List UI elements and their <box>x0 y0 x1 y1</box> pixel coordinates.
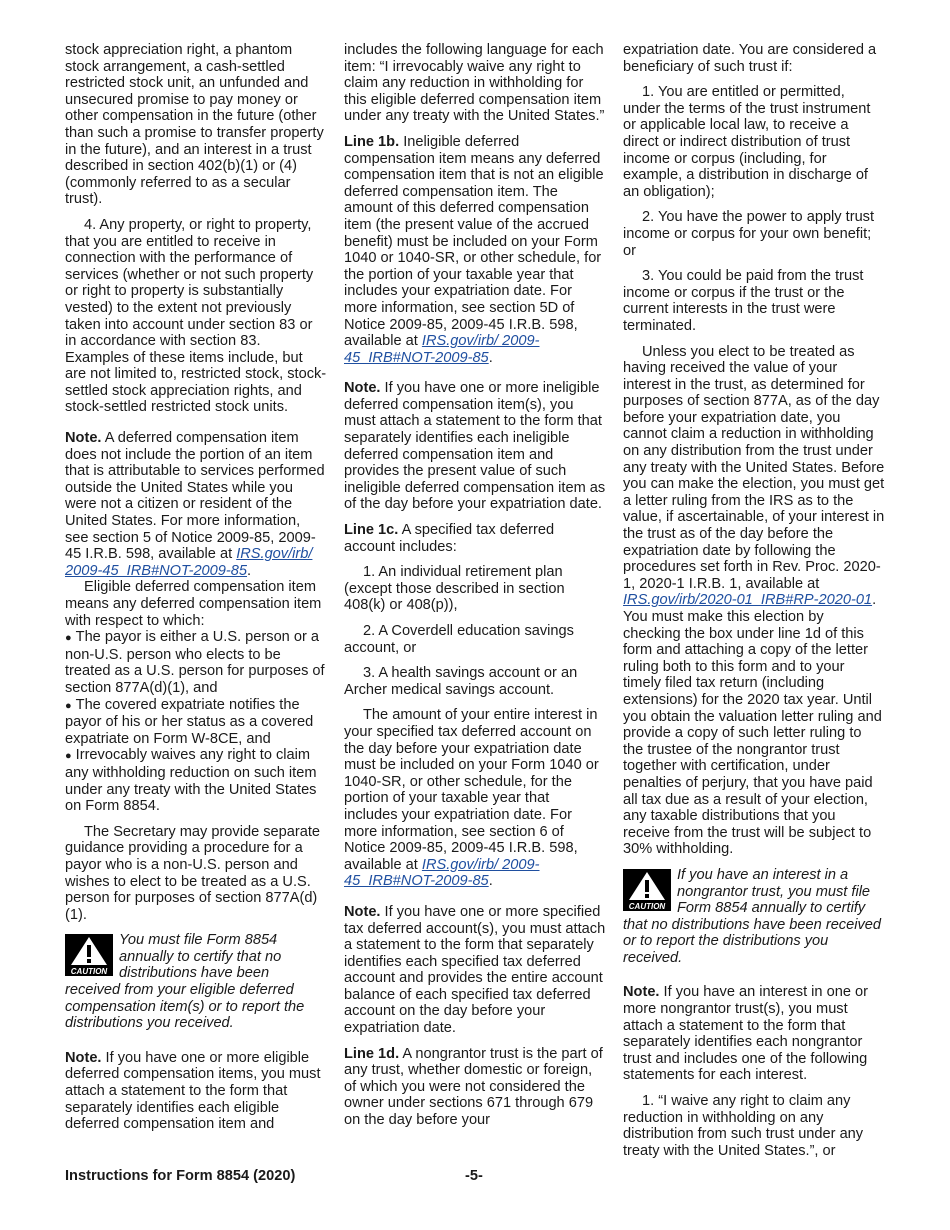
caution-label: CAUTION <box>628 901 666 911</box>
irs-link[interactable]: IRS.gov/irb/ 2009-45_IRB#NOT-2009-85 <box>344 333 540 366</box>
paragraph-entire-interest: The amount of your entire interest in your specified tax deferred account on the day before your expatriation date must be included on your Form 1040 or 1040-SR, or other schedule, for the portion of your taxable year that includes your expatriation date. For more information, see section 6 of Notice 2009-85, 2009-45 I.R.B. 598, available at IRS.gov/irb/ 2009-45_IRB#NOT-2009-85. <box>344 707 599 890</box>
note-label: Note. <box>65 430 102 447</box>
note-label: Note. <box>65 1049 102 1066</box>
list-item: 1. “I waive any right to claim any reduction in withholding on any distribution from such trust under any treaty with the United States.”, or <box>623 1093 864 1159</box>
line-1c-paragraph: Line 1c. A specified tax deferred account includes: <box>344 522 555 555</box>
note-label: Note. <box>344 380 381 397</box>
note-paragraph: Note. If you have one or more ineligible deferred compensation item(s), you must attach a statement to the form that separately identifies each ineligible deferred compensation item and provides the present value of such ineligible deferred compensation item as of the day before your expatriation date. <box>344 380 606 513</box>
line-1d-paragraph: Line 1d. A nongrantor trust is the part of any trust, whether domestic or foreign, of which you were not considered the owner under sections 671 through 679 on the day before your <box>344 1045 603 1129</box>
bullet-item: ● Irrevocably waives any right to claim any withholding reduction on such item under any treaty with the United States on Form 8854. <box>65 747 317 815</box>
note-text: A deferred compensation item does not include the portion of an item that is attributable to services performed outside the United States while you were not a citizen or resident of the United States. For more information, see section 5 of Notice 2009-85, 2009-45 I.R.B. 598, available at <box>65 430 325 563</box>
list-item: 3. A health savings account or an Archer medical savings account. <box>344 665 578 698</box>
note-label: Note. <box>344 903 381 920</box>
list-item: 2. A Coverdell education savings account, or <box>344 623 574 656</box>
bullet-icon: ● <box>65 699 72 712</box>
paragraph-item-4: 4. Any property, or right to property, that you are entitled to receive in connection with the performance of services (whether or not such property or right to property is substantially vested) to the extent not previously taken into account under section 83 or in accordance with section 83. Examples of these items include, but are not limited to, restricted stock, stock-settled stock appreciation rights, and stock-settled restricted stock units. <box>65 216 327 416</box>
list-item: 3. You could be paid from the trust income or corpus if the trust or the current interests in the trust were terminated. <box>623 268 864 334</box>
line-label: Line 1d. <box>344 1045 400 1062</box>
paragraph-election: Unless you elect to be treated as having received the value of your interest in the trust, as determined for purposes of section 877A, as of the day before your expatriation date, you cannot claim a reduction in withholding on any distribution from the trust under any treaty with the United States. Before you can make the election, you must get a letter ruling from the IRS as to the value, if ascertainable, of your interest in the trust as of the day before the expatriation date by following the procedures set forth in Rev. Proc. 2020-1, 2020-1 I.R.B. 1, available at IRS.gov/irb/2020-01_IRB#RP-2020-01. You must make this election by checking the box under line 1d of this form and attaching a copy of the letter ruling both to this form and to your timely filed tax return (including extensions) for the 2020 tax year. Until you obtain the valuation letter ruling and provide a copy of such letter ruling to the trustee of the nongrantor trust together with certification, under penalties of perjury, that you have paid all tax due as a result of your election, any taxable distributions that you receive from the trust will be subject to 30% withholding. <box>623 343 885 858</box>
irs-link[interactable]: IRS.gov/irb/2020-01_IRB#RP-2020-01 <box>623 592 873 609</box>
bullet-item: ● The covered expatriate notifies the payor of his or her status as a covered expatriate on Form W-8CE, and <box>65 696 314 747</box>
note-label: Note. <box>623 984 660 1001</box>
caution-icon <box>65 934 113 976</box>
note-paragraph: Note. If you have one or more specified tax deferred account(s), you must attach a statement to the form that separately identifies each specified tax deferred account and provides the entire account balance of each specified tax deferred account on the day before your expatriation date. <box>344 903 606 1037</box>
caution-text: If you have an interest in a nongrantor trust, you must file Form 8854 annually to certify that no distributions have been received or to report the distributions you received. <box>623 866 881 966</box>
column-2 <box>344 42 606 1138</box>
note-paragraph: Note. If you have one or more eligible deferred compensation items, you must attach a statement to the form that separately identifies each eligible deferred compensation item and <box>65 1049 321 1133</box>
paragraph: stock appreciation right, a phantom stock arrangement, a cash-settled restricted stock unit, an unfunded and unsecured promise to pay money or other compensation in the future (other than such a promise to transfer property in the future), and an interest in a trust described in section 402(b)(1) or (4) (commonly referred to as a secular trust). <box>65 42 324 208</box>
list-item: 1. An individual retirement plan (except those described in section 408(k) or 408(p)), <box>344 564 565 614</box>
line-label: Line 1b. <box>344 133 400 150</box>
column-3 <box>623 42 885 1168</box>
paragraph-eligible-definition: Eligible deferred compensation item means any deferred compensation item with respect to which: <box>65 579 322 629</box>
caution-label: CAUTION <box>70 967 108 977</box>
caution-text: You must file Form 8854 annually to certify that no distributions have been received from your eligible deferred compensation item(s) or to report the distributions you received. <box>65 932 305 1032</box>
bullet-icon: ● <box>65 750 72 763</box>
column-1 <box>65 42 327 1142</box>
note-paragraph: Note. A deferred compensation item does not include the portion of an item that is attributable to services performed outside the United States while you were not a citizen or resident of the United States. For more information, see section 5 of Notice 2009-85, 2009-45 I.R.B. 598, available at IRS.gov/irb/ 2009-45_IRB#NOT-2009-85. <box>65 430 325 579</box>
caution-icon <box>623 869 671 911</box>
caution-box <box>65 932 327 1032</box>
paragraph: expatriation date. You are considered a beneficiary of such trust if: <box>623 42 877 75</box>
paragraph: includes the following language for each item: “I irrevocably waive any right to claim any reduction in withholding for this eligible deferred compensation item under any treaty with the United States.” <box>344 42 605 125</box>
bullet-icon: ● <box>65 632 72 645</box>
paragraph-secretary: The Secretary may provide separate guidance providing a procedure for a payor who is a non-U.S. person and wishes to elect to be treated as a U.S. person for purposes of section 877A(d)(1). <box>65 823 321 923</box>
page-number: -5- <box>465 1168 483 1184</box>
bullet-item: ● The payor is either a U.S. person or a non-U.S. person who elects to be treated as a U.S. person for purposes of section 877A(d)(1), and <box>65 629 325 696</box>
caution-box <box>623 867 885 967</box>
note-paragraph: Note. If you have an interest in one or more nongrantor trust(s), you must attach a statement to the form that separately identifies each nongrantor trust and includes one of the following statements for each interest. <box>623 984 868 1084</box>
line-label: Line 1c. <box>344 522 399 539</box>
list-item: 2. You have the power to apply trust income or corpus for your own benefit; or <box>623 209 875 259</box>
footer-title: Instructions for Form 8854 (2020) <box>65 1168 296 1184</box>
line-1b-paragraph: Line 1b. Ineligible deferred compensation item means any deferred compensation item that is not an eligible deferred compensation item. The amount of this deferred compensation item (the present value of the accrued benefit) must be included on your Form 1040 or 1040-SR, or other schedule, for the portion of your taxable year that includes your expatriation date. For more information, see section 5D of Notice 2009-85, 2009-45 I.R.B. 598, available at IRS.gov/irb/ 2009-45_IRB#NOT-2009-85. <box>344 133 604 366</box>
irs-link[interactable]: IRS.gov/irb/ 2009-45_IRB#NOT-2009-85 <box>65 546 313 579</box>
irs-link[interactable]: IRS.gov/irb/ 2009-45_IRB#NOT-2009-85 <box>344 856 540 890</box>
list-item: 1. You are entitled or permitted, under the terms of the trust instrument or applicable local law, to receive a direct or indirect distribution of trust income or corpus (including, for example, a distribution in discharge of an obligation); <box>623 84 871 200</box>
